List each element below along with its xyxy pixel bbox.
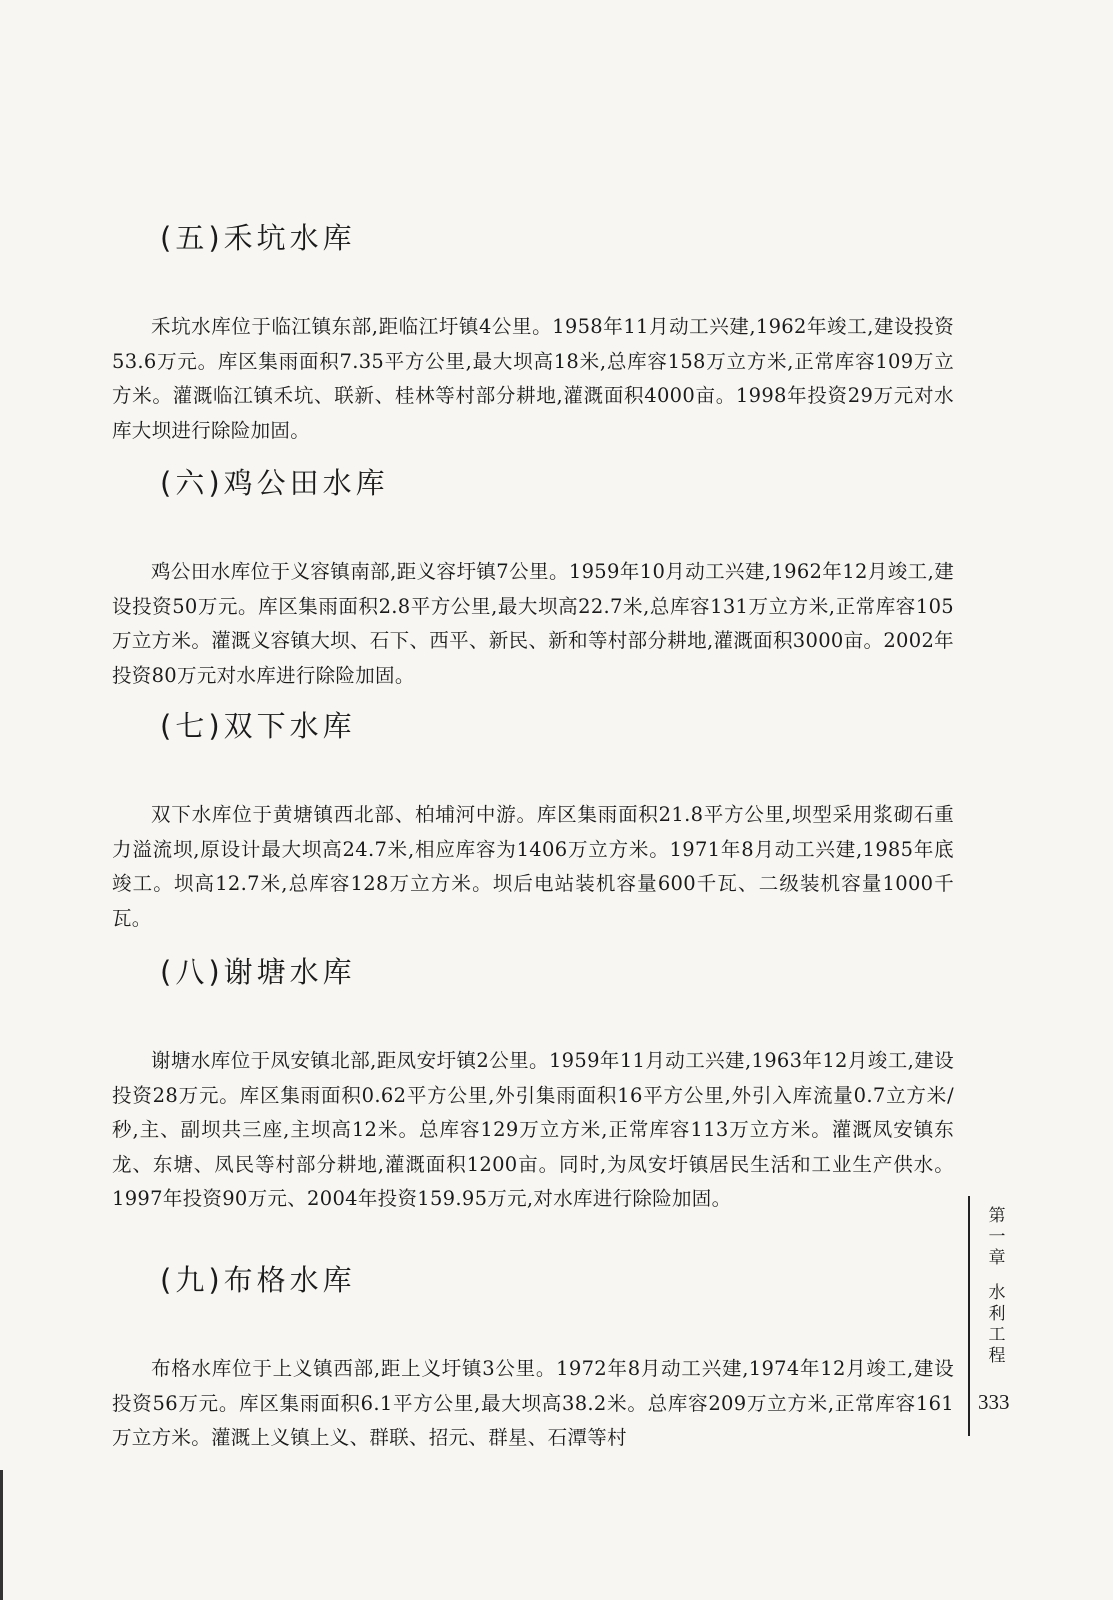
scan-edge-mark — [0, 1470, 3, 1600]
section-hekeng-reservoir — [112, 218, 954, 448]
margin-rule — [968, 1196, 970, 1436]
tab-spacer — [984, 1269, 1010, 1283]
section-paragraph: 谢塘水库位于凤安镇北部,距凤安圩镇2公里。1959年11月动工兴建,1963年12月竣工,建设投资28万元。库区集雨面积0.62平方公里,外引集雨面积16平方公里,外引入库流量0.7立方米/秒,主、副坝共三座,主坝高12米。总库容129万立方米,正常库容113万立方米。灌溉凤安镇东龙、东塘、凤民等村部分耕地,灌溉面积1200亩。同时,为凤安圩镇居民生活和工业生产供水。1997年投资90万元、2004年投资159.95万元,对水库进行除险加固。 — [112, 1049, 954, 1210]
section-paragraph: 禾坑水库位于临江镇东部,距临江圩镇4公里。1958年11月动工兴建,1962年竣工,建设投资53.6万元。库区集雨面积7.35平方公里,最大坝高18米,总库容158万立方米,正常库容109万立方米。灌溉临江镇禾坑、联新、桂林等村部分耕地,灌溉面积4000亩。1998年投资29万元对水库大坝进行除险加固。 — [112, 315, 954, 442]
section-paragraph: 鸡公田水库位于义容镇南部,距义容圩镇7公里。1959年10月动工兴建,1962年12月竣工,建设投资50万元。库区集雨面积2.8平方公里,最大坝高22.7米,总库容131万立方米,正常库容105万立方米。灌溉义容镇大坝、石下、西平、新民、新和等村部分耕地,灌溉面积3000亩。2002年投资80万元对水库进行除险加固。 — [112, 560, 954, 687]
section-heading: (八)谢塘水库 — [160, 955, 356, 989]
chapter-side-tab — [984, 1206, 1010, 1367]
section-heading: (五)禾坑水库 — [160, 221, 356, 255]
section-heading: (七)双下水库 — [160, 709, 356, 743]
page-number: 333 — [978, 1390, 1010, 1414]
section-heading: (九)布格水库 — [160, 1263, 356, 1297]
section-paragraph: 布格水库位于上义镇西部,距上义圩镇3公里。1972年8月动工兴建,1974年12月竣工,建设投资56万元。库区集雨面积6.1平方公里,最大坝高38.2米。总库容209万立方米,正常库容161万立方米。灌溉上义镇上义、群联、招元、群星、石潭等村 — [112, 1357, 954, 1449]
section-jigongtian-reservoir — [112, 463, 954, 693]
section-shuangxia-reservoir — [112, 706, 954, 936]
chapter-title: 水利工程 — [988, 1283, 1006, 1366]
section-xietang-reservoir — [112, 952, 954, 1217]
section-heading: (六)鸡公田水库 — [160, 466, 389, 500]
chapter-label: 第一章 — [988, 1206, 1006, 1268]
section-buge-reservoir — [112, 1260, 954, 1456]
section-paragraph: 双下水库位于黄塘镇西北部、柏埔河中游。库区集雨面积21.8平方公里,坝型采用浆砌石重力溢流坝,原设计最大坝高24.7米,相应库容为1406万立方米。1971年8月动工兴建,1985年底竣工。坝高12.7米,总库容128万立方米。坝后电站装机容量600千瓦、二级装机容量1000千瓦。 — [112, 803, 955, 930]
